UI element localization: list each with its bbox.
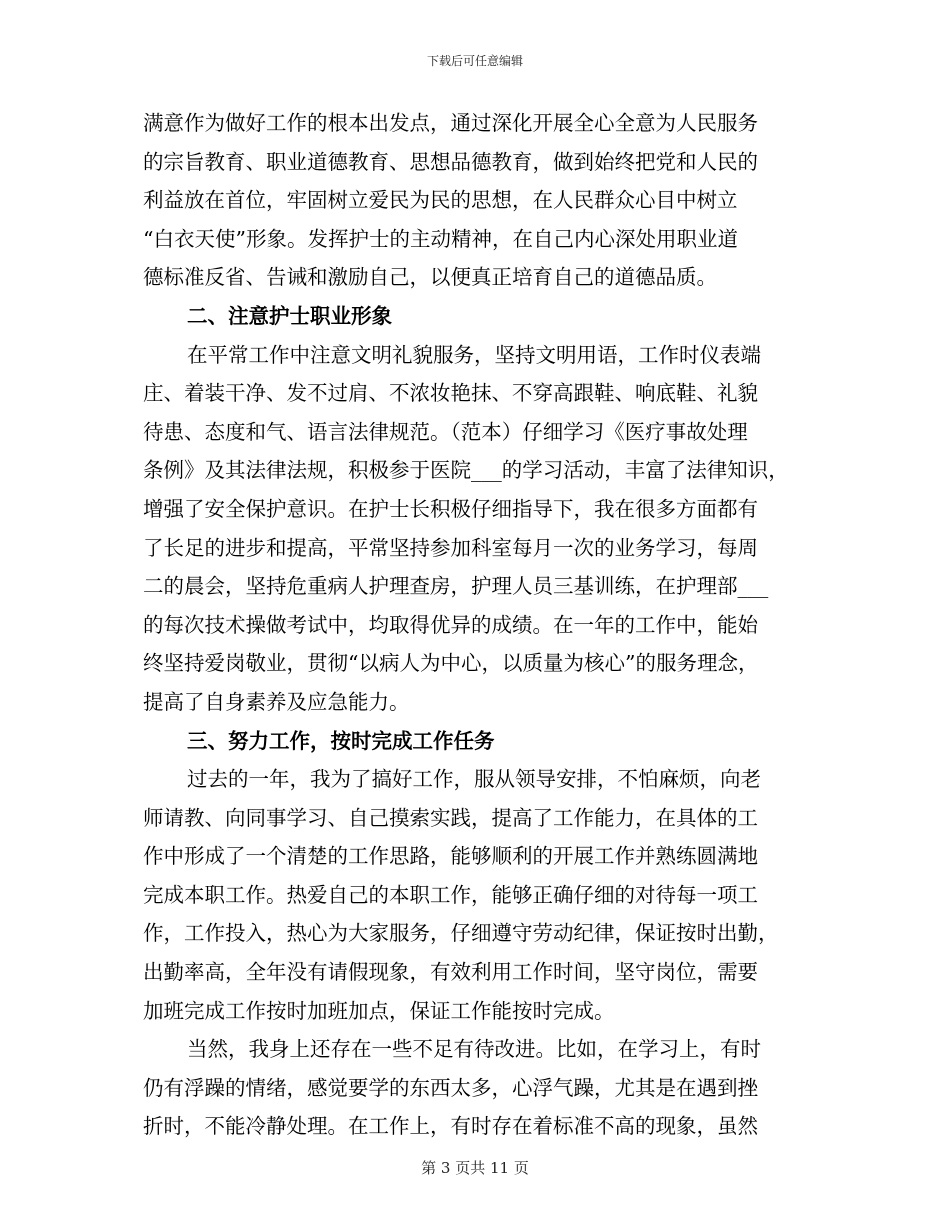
page-header: 下载后可任意编辑 [426,54,523,68]
section-heading: 三、努力工作，按时完成工作任务 [187,728,495,753]
text-line: 完成本职工作。热爱自己的本职工作，能够正确仔细的对待每一项工 [143,882,758,907]
text-line: 当然，我身上还存在一些不足有待改进。比如，在学习上，有时 [187,1037,761,1062]
text-line: 的宗旨教育、职业道德教育、思想品德教育，做到始终把党和人民的 [143,149,758,174]
document-body [143,104,815,1146]
text-line: 出勤率高，全年没有请假现象，有效利用工作时间，坚守岗位，需要 [143,960,758,985]
text-line: 利益放在首位，牢固树立爱民为民的思想，在人民群众心目中树立 [143,188,738,213]
text-line: 加班完成工作按时加班加点，保证工作能按时完成。 [143,998,615,1023]
text-line: 的每次技术操做考试中，均取得优异的成绩。在一年的工作中，能始 [143,612,758,637]
text-line: “白衣天使”形象。发挥护士的主动精神，在自己内心深处用职业道 [143,226,738,251]
text-line: 作，工作投入，热心为大家服务，仔细遵守劳动纪律，保证按时出勤， [143,921,779,946]
text-line: 过去的一年，我为了搞好工作，服从领导安排，不怕麻烦，向老 [187,767,761,792]
text-line: 终坚持爱岗敬业，贯彻“以病人为中心，以质量为核心”的服务理念， [143,651,759,676]
text-line: 师请教、向同事学习、自己摸索实践，提高了工作能力，在具体的工 [143,805,758,830]
text-line: 仍有浮躁的情绪，感觉要学的东西太多，心浮气躁，尤其是在遇到挫 [143,1075,758,1100]
text-line: 提高了自身素养及应急能力。 [143,689,410,714]
text-line: 条例》及其法律法规，积极参于医院___的学习活动，丰富了法律知识， [143,458,789,483]
page-footer: 第 3 页共 11 页 [421,1159,529,1177]
text-line: 庄、着装干净、发不过肩、不浓妆艳抹、不穿高跟鞋、响底鞋、礼貌 [143,381,758,406]
text-line: 折时，不能冷静处理。在工作上，有时存在着标准不高的现象，虽然 [143,1114,758,1139]
text-line: 满意作为做好工作的根本出发点，通过深化开展全心全意为人民服务 [143,111,758,135]
text-line: 增强了安全保护意识。在护士长积极仔细指导下，我在很多方面都有 [143,496,758,521]
text-line: 二的晨会，坚持危重病人护理查房，护理人员三基训练，在护理部___ [143,574,769,599]
section-heading: 二、注意护士职业形象 [187,303,392,328]
text-line: 德标准反省、告诫和激励自己，以便真正培育自己的道德品质。 [143,265,717,290]
text-line: 作中形成了一个清楚的工作思路，能够顺利的开展工作并熟练圆满地 [143,844,758,869]
text-line: 在平常工作中注意文明礼貌服务，坚持文明用语，工作时仪表端 [187,342,761,367]
text-line: 了长足的进步和提高，平常坚持参加科室每月一次的业务学习，每周 [143,535,758,560]
text-line: 待患、态度和气、语言法律规范。（范本）仔细学习《医疗事故处理 [143,419,748,444]
